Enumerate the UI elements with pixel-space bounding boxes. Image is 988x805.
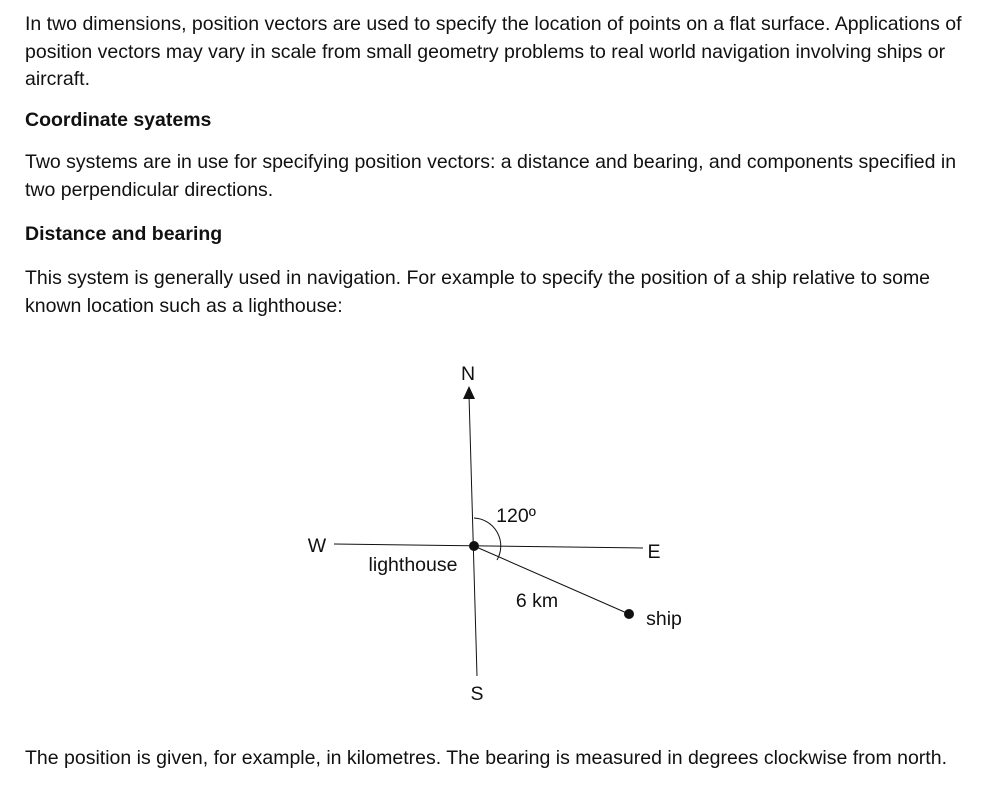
south-label: S xyxy=(470,683,484,705)
north-arrow-icon xyxy=(463,386,475,399)
coordinate-systems-paragraph: Two systems are in use for specifying position vectors: a distance and bearing, and components specified in two perpendicular directions. xyxy=(25,151,957,201)
point-label: ship xyxy=(646,608,682,630)
origin-label: lighthouse xyxy=(368,554,458,576)
closing-paragraph: The position is given, for example, in kilometres. The bearing is measured in degrees clockwise from north. xyxy=(25,747,947,769)
bearing-label: 120º xyxy=(496,505,536,527)
north-south-axis xyxy=(469,395,477,676)
north-label: N xyxy=(460,363,476,385)
intro-paragraph: In two dimensions, position vectors are used to specify the location of points on a flat surface. Applications of position vectors may vary in scale from small geometry problems to real world navigation involving ships or aircraft. xyxy=(25,13,962,90)
west-label: W xyxy=(307,535,327,557)
lighthouse-point xyxy=(469,541,479,551)
east-label: E xyxy=(647,541,661,563)
ship-point xyxy=(624,609,634,619)
distance-bearing-paragraph: This system is generally used in navigation. For example to specify the position of a ship relative to some known location such as a lighthouse: xyxy=(25,267,931,317)
distance-label: 6 km xyxy=(515,590,559,612)
west-east-axis xyxy=(334,544,643,548)
heading-distance-bearing: Distance and bearing xyxy=(25,223,223,245)
heading-coordinate-systems: Coordinate syatems xyxy=(25,109,212,131)
